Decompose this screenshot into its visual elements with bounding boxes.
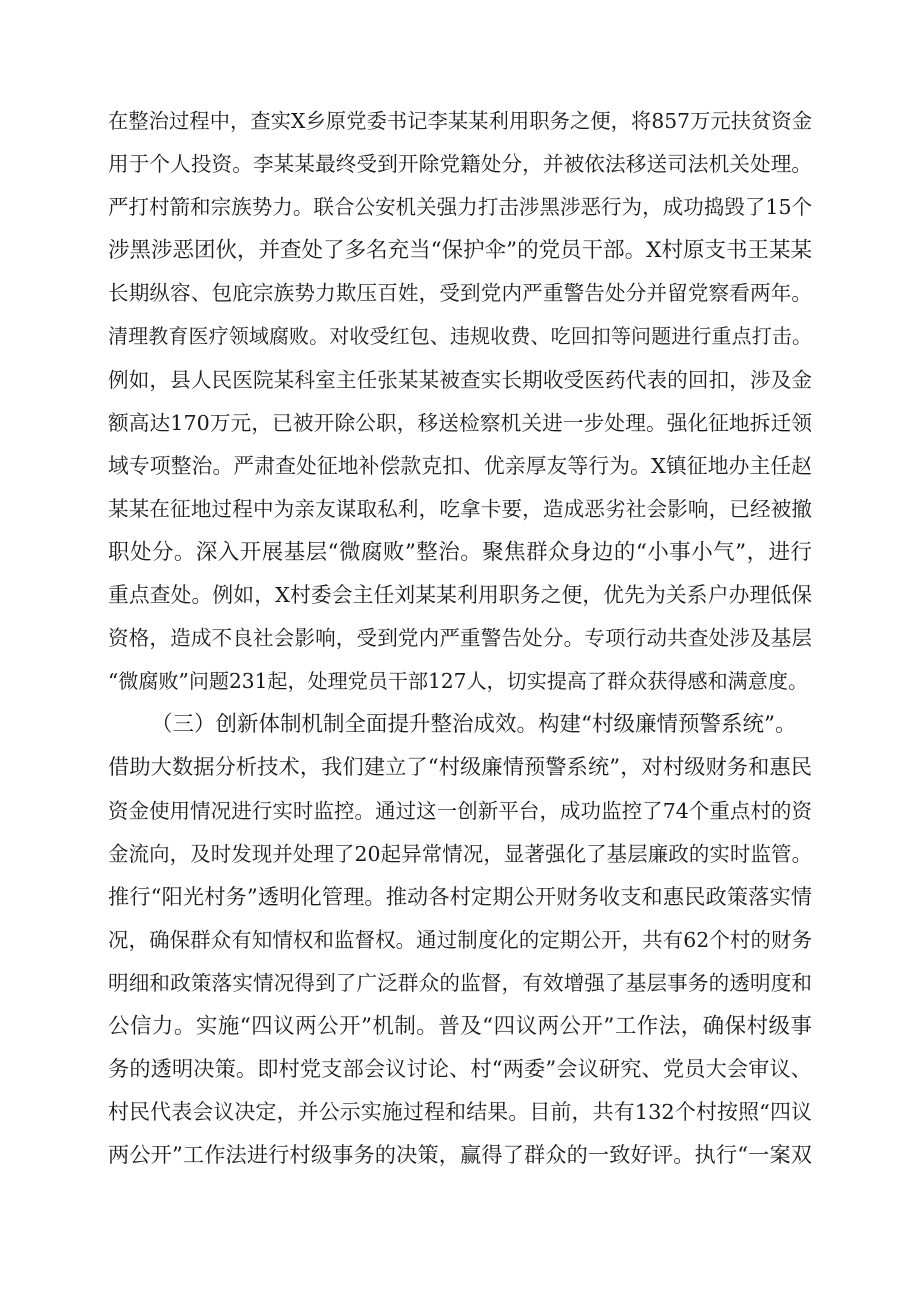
text-line: 资金使用情况进行实时监控。通过这一创新平台，成功监控了74个重点村的资 xyxy=(108,798,812,823)
text-line: 某某在征地过程中为亲友谋取私利，吃拿卡要，造成恶劣社会影响，已经被撤 xyxy=(108,496,812,521)
paragraph-end-line: “微腐败”问题231起，处理党员干部127人，切实提高了群众获得感和满意度。 xyxy=(108,669,809,694)
text-line: 况，确保群众有知情权和监督权。通过制度化的定期公开，共有62个村的财务 xyxy=(108,927,812,952)
text-line: 严打村箭和宗族势力。联合公安机关强力打击涉黑涉恶行为，成功捣毁了15个 xyxy=(108,195,812,220)
text-line: 明细和政策落实情况得到了广泛群众的监督，有效增强了基层事务的透明度和 xyxy=(108,970,812,995)
text-line: 长期纵容、包庇宗族势力欺压百姓，受到党内严重警告处分并留党察看两年。 xyxy=(108,281,812,306)
text-line: 借助大数据分析技术，我们建立了“村级廉情预警系统”，对村级财务和惠民 xyxy=(108,755,812,781)
text-line: 两公开”工作法进行村级事务的决策，赢得了群众的一致好评。执行“一案双 xyxy=(108,1143,812,1169)
text-line: 例如，县人民医院某科室主任张某某被查实长期收受医药代表的回扣，涉及金 xyxy=(108,367,812,392)
text-line: 公信力。实施“四议两公开”机制。普及“四议两公开”工作法，确保村级事 xyxy=(108,1013,812,1039)
text-line: 涉黑涉恶团伙，并查处了多名充当“保护伞”的党员干部。X村原支书王某某 xyxy=(108,238,812,264)
text-line: 用于个人投资。李某某最终受到开除党籍处分，并被依法移送司法机关处理。 xyxy=(108,152,812,177)
text-line: 推行“阳光村务”透明化管理。推动各村定期公开财务收支和惠民政策落实情 xyxy=(108,884,812,910)
text-line: 村民代表会议决定，并公示实施过程和结果。目前，共有132个村按照“四议 xyxy=(108,1100,812,1125)
text-line: 域专项整治。严肃查处征地补偿款克扣、优亲厚友等行为。X镇征地办主任赵 xyxy=(108,453,812,478)
text-line: 清理教育医疗领域腐败。对收受红包、违规收费、吃回扣等问题进行重点打击。 xyxy=(108,324,812,349)
text-line: 务的透明决策。即村党支部会议讨论、村“两委”会议研究、党员大会审议、 xyxy=(108,1057,812,1083)
text-line: 额高达170万元，已被开除公职，移送检察机关进一步处理。强化征地拆迁领 xyxy=(108,410,812,435)
text-line: 金流向，及时发现并处理了20起异常情况，显著强化了基层廉政的实时监管。 xyxy=(108,841,812,866)
document-body xyxy=(108,100,812,1177)
text-line: 资格，造成不良社会影响，受到党内严重警告处分。专项行动共查处涉及基层 xyxy=(108,626,812,651)
text-line: 在整治过程中，查实X乡原党委书记李某某利用职务之便，将857万元扶贫资金 xyxy=(108,109,812,133)
text-line: 职处分。深入开展基层“微腐败”整治。聚焦群众身边的“小事小气”，进行 xyxy=(108,539,812,565)
text-line: 重点查处。例如，X村委会主任刘某某利用职务之便，优先为关系户办理低保 xyxy=(108,583,812,608)
section-heading-line: （三）创新体制机制全面提升整治成效。构建“村级廉情预警系统”。 xyxy=(151,712,797,738)
